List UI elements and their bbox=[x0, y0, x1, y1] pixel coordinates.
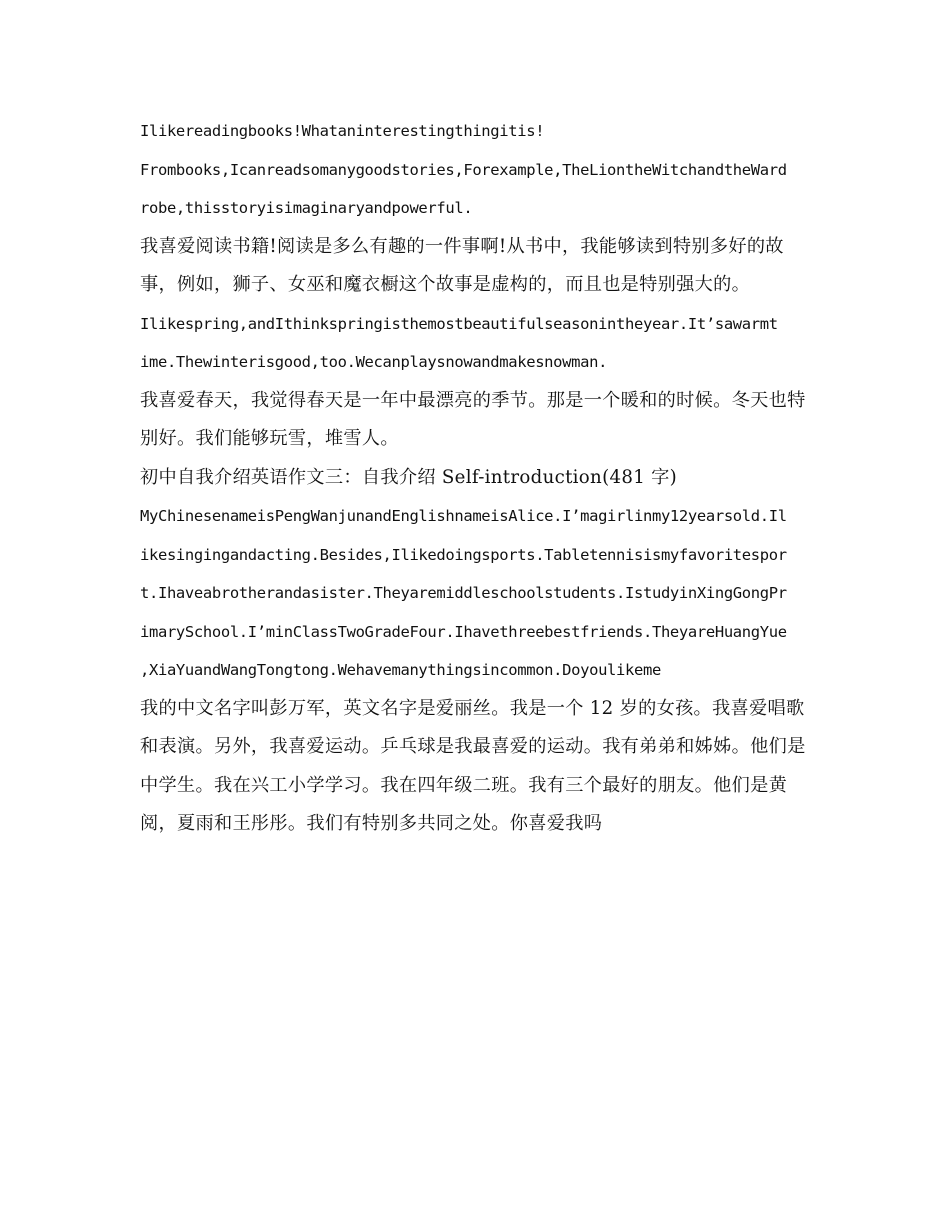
section-heading: 初中自我介绍英语作文三：自我介绍 Self-introduction(481 字) bbox=[140, 466, 678, 488]
text-line: 我的中文名字叫彭万军，英文名字是爱丽丝。我是一个 12 岁的女孩。我喜爱唱歌 bbox=[140, 697, 805, 719]
text-line: 别好。我们能够玩雪，堆雪人。 bbox=[140, 428, 399, 449]
text-line: Frombooks,Icanreadsomanygoodstories,Forexample,TheLiontheWitchandtheWard bbox=[140, 160, 787, 179]
text-line: 阅，夏雨和王彤彤。我们有特别多共同之处。你喜爱我吗 bbox=[140, 813, 603, 834]
text-line: Ilikespring,andIthinkspringisthemostbeautifulseasonintheyear.It’sawarmt bbox=[140, 314, 778, 333]
text-line: Ilikereadingbooks!Whataninterestingthingitis! bbox=[140, 122, 545, 140]
text-line: ,XiaYuandWangTongtong.Wehavemanythingsincommon.Doyoulikeme bbox=[140, 661, 661, 679]
text-line: t.Ihaveabrotherandasister.Theyaremiddleschoolstudents.IstudyinXingGongPr bbox=[140, 584, 787, 602]
text-line: 我喜爱阅读书籍!阅读是多么有趣的一件事啊!从书中，我能够读到特别多好的故 bbox=[140, 235, 784, 257]
text-line: MyChinesenameisPengWanjunandEnglishnameisAlice.I’magirlinmy12yearsold.Il bbox=[140, 507, 787, 525]
text-line: ime.Thewinterisgood,too.Wecanplaysnowandmakesnowman. bbox=[140, 353, 608, 371]
text-line: imarySchool.I’minClassTwoGradeFour.Ihavethreebestfriends.TheyareHuangYue bbox=[140, 622, 787, 641]
text-line: ikesingingandacting.Besides,Ilikedoingsports.Tabletennisismyfavoritespor bbox=[140, 545, 787, 564]
text-line: 我喜爱春天，我觉得春天是一年中最漂亮的季节。那是一个暖和的时候。冬天也特 bbox=[140, 389, 806, 411]
text-line: robe,thisstoryisimaginaryandpowerful. bbox=[140, 199, 473, 217]
text-line: 和表演。另外，我喜爱运动。乒乓球是我最喜爱的运动。我有弟弟和姊姊。他们是 bbox=[140, 736, 806, 757]
text-line: 事，例如，狮子、女巫和魔衣橱这个故事是虚构的，而且也是特别强大的。 bbox=[140, 274, 751, 295]
text-line: 中学生。我在兴工小学学习。我在四年级二班。我有三个最好的朋友。他们是黄 bbox=[140, 774, 788, 796]
document-body bbox=[140, 118, 812, 850]
